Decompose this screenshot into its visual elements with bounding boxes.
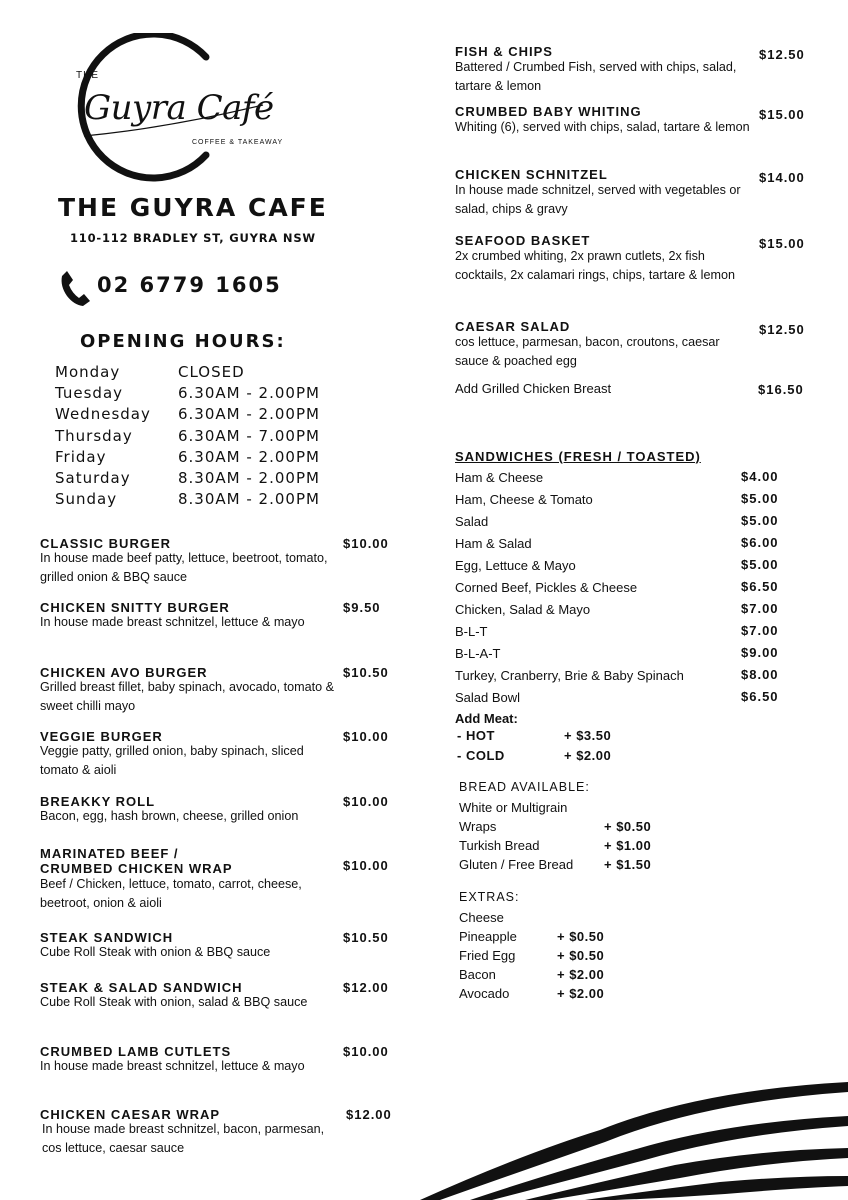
hours-time: 6.30AM - 7.00PM xyxy=(178,426,320,445)
menu-item-price: $10.00 xyxy=(343,1044,389,1059)
add-meat-price: + $3.50 xyxy=(564,728,612,743)
hours-day: Friday xyxy=(55,447,107,466)
extra-option: Fried Egg xyxy=(459,948,516,963)
logo-the: THE xyxy=(76,70,99,81)
menu-item-desc: In house made breast schnitzel, bacon, parmesan, cos lettuce, caesar sauce xyxy=(42,1122,325,1155)
extra-option: Bacon xyxy=(459,967,496,982)
add-meat-label: - HOT xyxy=(457,728,495,743)
sandwich-name: Chicken, Salad & Mayo xyxy=(455,602,591,617)
menu-item-price: $10.00 xyxy=(343,794,389,809)
hours-time: CLOSED xyxy=(178,363,245,381)
sandwich-price: $6.50 xyxy=(741,689,779,704)
sandwiches-title: SANDWICHES (FRESH / TOASTED) xyxy=(455,449,701,464)
hours-time: 8.30AM - 2.00PM xyxy=(178,469,320,487)
menu-item-price: $10.00 xyxy=(343,858,389,873)
bread-price: + $1.50 xyxy=(604,857,652,872)
hours-day: Sunday xyxy=(55,490,118,509)
menu-item-price: $10.00 xyxy=(343,536,389,551)
sandwich-price: $8.00 xyxy=(741,667,779,682)
menu-item-price: $12.50 xyxy=(759,322,805,337)
hours-day: Wednesday xyxy=(55,405,151,424)
menu-item-desc: In house made beef patty, lettuce, beetroot, tomato, grilled onion & BBQ sauce xyxy=(40,551,328,584)
hours-day: Thursday xyxy=(55,426,133,445)
sandwich-name: Salad xyxy=(455,514,489,529)
menu-item-desc: Whiting (6), served with chips, salad, tartare & lemon xyxy=(455,120,750,134)
extra-price: + $2.00 xyxy=(557,967,605,982)
bread-option: Gluten / Free Bread xyxy=(459,857,574,872)
extra-option: Avocado xyxy=(459,986,510,1001)
menu-item-desc: Grilled breast fillet, baby spinach, avocado, tomato & sweet chilli mayo xyxy=(40,680,335,713)
extra-option: Pineapple xyxy=(459,929,517,944)
menu-item-desc: Battered / Crumbed Fish, served with chips, salad, tartare & lemon xyxy=(455,60,737,93)
bread-option: White or Multigrain xyxy=(459,800,568,815)
bread-option: Wraps xyxy=(459,819,497,834)
menu-item-price: $12.50 xyxy=(759,47,805,62)
hours-day: Tuesday xyxy=(55,384,124,403)
menu-item-price: $10.00 xyxy=(343,729,389,744)
add-meat-label: - COLD xyxy=(457,748,505,763)
menu-item-desc: In house made breast schnitzel, lettuce & mayo xyxy=(40,1059,305,1073)
menu-item-name: CRUMBED LAMB CUTLETS xyxy=(40,1044,232,1059)
sandwich-price: $7.00 xyxy=(741,623,779,638)
hours-time: 6.30AM - 2.00PM xyxy=(178,447,320,466)
menu-item-desc: Beef / Chicken, lettuce, tomato, carrot, cheese, beetroot, onion & aioli xyxy=(40,877,302,910)
menu-item-price: $12.00 xyxy=(346,1107,392,1122)
menu-item-desc: Cube Roll Steak with onion & BBQ sauce xyxy=(40,945,271,959)
sandwich-price: $4.00 xyxy=(741,469,779,484)
bread-title: BREAD AVAILABLE: xyxy=(459,780,590,794)
extra-price: + $0.50 xyxy=(557,948,605,963)
sandwich-name: Ham & Cheese xyxy=(455,470,544,485)
menu-item-price: $10.50 xyxy=(343,930,389,945)
sandwich-price: $5.00 xyxy=(741,491,779,506)
menu-item-desc: In house made breast schnitzel, lettuce & mayo xyxy=(40,615,305,629)
menu-item-desc: In house made schnitzel, served with vegetables or salad, chips & gravy xyxy=(455,183,741,216)
menu-item-desc: Bacon, egg, hash brown, cheese, grilled onion xyxy=(40,809,299,823)
add-meat-title: Add Meat: xyxy=(455,711,518,726)
extra-option: Cheese xyxy=(459,910,504,925)
menu-item-name: MARINATED BEEF / CRUMBED CHICKEN WRAP xyxy=(40,846,233,876)
menu-item-price: $9.50 xyxy=(343,600,381,615)
menu-item-price: $15.00 xyxy=(759,236,805,251)
hours-time: 6.30AM - 2.00PM xyxy=(178,405,320,424)
cafe-name: THE GUYRA CAFE xyxy=(58,193,328,222)
sandwich-name: Egg, Lettuce & Mayo xyxy=(455,558,576,573)
menu-item-price: $14.00 xyxy=(759,170,805,185)
menu-item-name: CAESAR SALAD xyxy=(455,319,571,334)
sandwich-name: Corned Beef, Pickles & Cheese xyxy=(455,580,638,595)
sandwich-price: $5.00 xyxy=(741,557,779,572)
sandwich-name: Turkey, Cranberry, Brie & Baby Spinach xyxy=(455,668,684,683)
decorative-waves xyxy=(400,1060,848,1200)
hours-time: 8.30AM - 2.00PM xyxy=(178,490,320,509)
sandwich-name: Salad Bowl xyxy=(455,690,521,705)
extra-price: + $0.50 xyxy=(557,929,605,944)
menu-item-name: BREAKKY ROLL xyxy=(40,794,156,809)
sandwich-name: B-L-A-T xyxy=(455,646,501,661)
menu-item-name: SEAFOOD BASKET xyxy=(455,233,591,248)
sandwich-price: $6.00 xyxy=(741,535,779,550)
menu-item-name: FISH & CHIPS xyxy=(455,44,553,59)
add-meat-price: + $2.00 xyxy=(564,748,612,763)
hours-time: 6.30AM - 2.00PM xyxy=(178,384,320,403)
sandwich-price: $7.00 xyxy=(741,601,779,616)
menu-item-desc: Cube Roll Steak with onion, salad & BBQ sauce xyxy=(40,995,308,1009)
logo-subtitle: COFFEE & TAKEAWAY xyxy=(192,139,284,146)
menu-item-name: CLASSIC BURGER xyxy=(40,536,172,551)
bread-price: + $0.50 xyxy=(604,819,652,834)
menu-item-name: STEAK & SALAD SANDWICH xyxy=(40,980,243,995)
menu-item-desc: cos lettuce, parmesan, bacon, croutons, caesar sauce & poached egg xyxy=(455,335,720,368)
hours-title: OPENING HOURS: xyxy=(80,331,286,352)
hours-day: Monday xyxy=(55,363,121,381)
bread-option: Turkish Bread xyxy=(459,838,540,853)
sandwich-price: $5.00 xyxy=(741,513,779,528)
sandwich-name: Ham, Cheese & Tomato xyxy=(455,492,593,507)
menu-item-name: CHICKEN CAESAR WRAP xyxy=(40,1107,221,1122)
logo-script: Guyra Café xyxy=(84,88,274,128)
sandwich-name: B-L-T xyxy=(455,624,488,639)
menu-item-desc: Veggie patty, grilled onion, baby spinach, sliced tomato & aioli xyxy=(40,744,304,777)
menu-item-name: CHICKEN AVO BURGER xyxy=(40,665,208,680)
sandwich-price: $6.50 xyxy=(741,579,779,594)
phone-number[interactable]: 02 6779 1605 xyxy=(97,273,282,297)
sandwich-name: Ham & Salad xyxy=(455,536,532,551)
extras-title: EXTRAS: xyxy=(459,890,520,904)
menu-item-name: CRUMBED BABY WHITING xyxy=(455,104,642,119)
cafe-address: 110-112 BRADLEY ST, GUYRA NSW xyxy=(70,231,316,245)
menu-item-desc: 2x crumbed whiting, 2x prawn cutlets, 2x fish cocktails, 2x calamari rings, chips, tartare & lemon xyxy=(455,249,735,282)
menu-item-name: VEGGIE BURGER xyxy=(40,729,163,744)
extra-price: + $2.00 xyxy=(557,986,605,1001)
menu-item-price: $15.00 xyxy=(759,107,805,122)
add-chicken-label: Add Grilled Chicken Breast xyxy=(455,381,612,396)
menu-item-price: $12.00 xyxy=(343,980,389,995)
sandwich-price: $9.00 xyxy=(741,645,779,660)
phone-icon xyxy=(58,268,92,308)
menu-item-price: $10.50 xyxy=(343,665,389,680)
menu-item-name: STEAK SANDWICH xyxy=(40,930,174,945)
bread-price: + $1.00 xyxy=(604,838,652,853)
hours-day: Saturday xyxy=(55,469,131,487)
menu-item-name: CHICKEN SCHNITZEL xyxy=(455,167,608,182)
menu-item-name: CHICKEN SNITTY BURGER xyxy=(40,600,230,615)
add-chicken-price: $16.50 xyxy=(758,382,804,397)
